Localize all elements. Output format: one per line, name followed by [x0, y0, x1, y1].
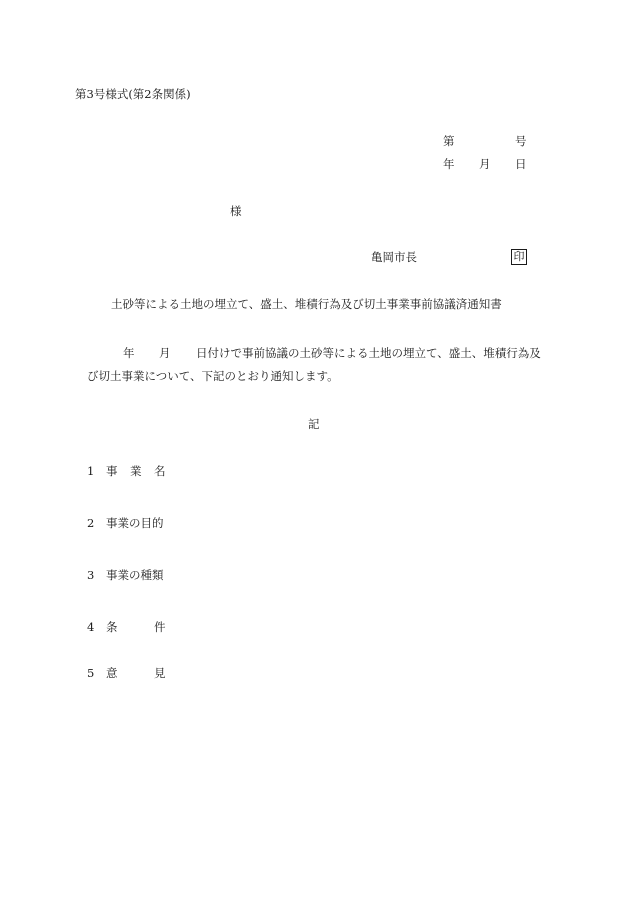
date-year: 年: [443, 157, 455, 171]
item-label-part: 意: [106, 666, 118, 680]
form-label: 第3号様式(第2条関係): [75, 87, 191, 101]
body-line-2: び切土事業について、下記のとおり通知します。: [87, 369, 339, 383]
note-heading: 記: [308, 417, 320, 431]
item-number: 1: [87, 464, 95, 478]
item-label: 事業の目的: [106, 516, 164, 530]
item-label-part: 条: [106, 620, 118, 634]
addressee-honorific: 様: [230, 204, 242, 218]
reference-number-suffix: 号: [515, 134, 527, 148]
item-label-part: 件: [154, 620, 166, 634]
issuer-name: 亀岡市長: [371, 250, 417, 264]
item-label-part: 見: [154, 666, 166, 680]
date-month: 月: [479, 157, 491, 171]
body-year: 年: [123, 346, 135, 360]
body-month: 月: [159, 346, 171, 360]
item-label-part: 業: [130, 464, 142, 478]
item-label-part: 事: [106, 464, 118, 478]
item-label: 事業の種類: [106, 568, 164, 582]
item-number: 5: [87, 666, 95, 680]
item-number: 2: [87, 516, 95, 530]
item-label-part: 名: [154, 464, 166, 478]
item-number: 4: [87, 620, 95, 634]
body-line-1: 日付けで事前協議の土砂等による土地の埋立て、盛土、堆積行為及: [196, 346, 541, 360]
reference-number-prefix: 第: [443, 134, 455, 148]
item-number: 3: [87, 568, 95, 582]
seal-stamp: 印: [511, 249, 527, 265]
date-day: 日: [515, 157, 527, 171]
document-title: 土砂等による土地の埋立て、盛土、堆積行為及び切土事業事前協議済通知書: [111, 297, 502, 311]
